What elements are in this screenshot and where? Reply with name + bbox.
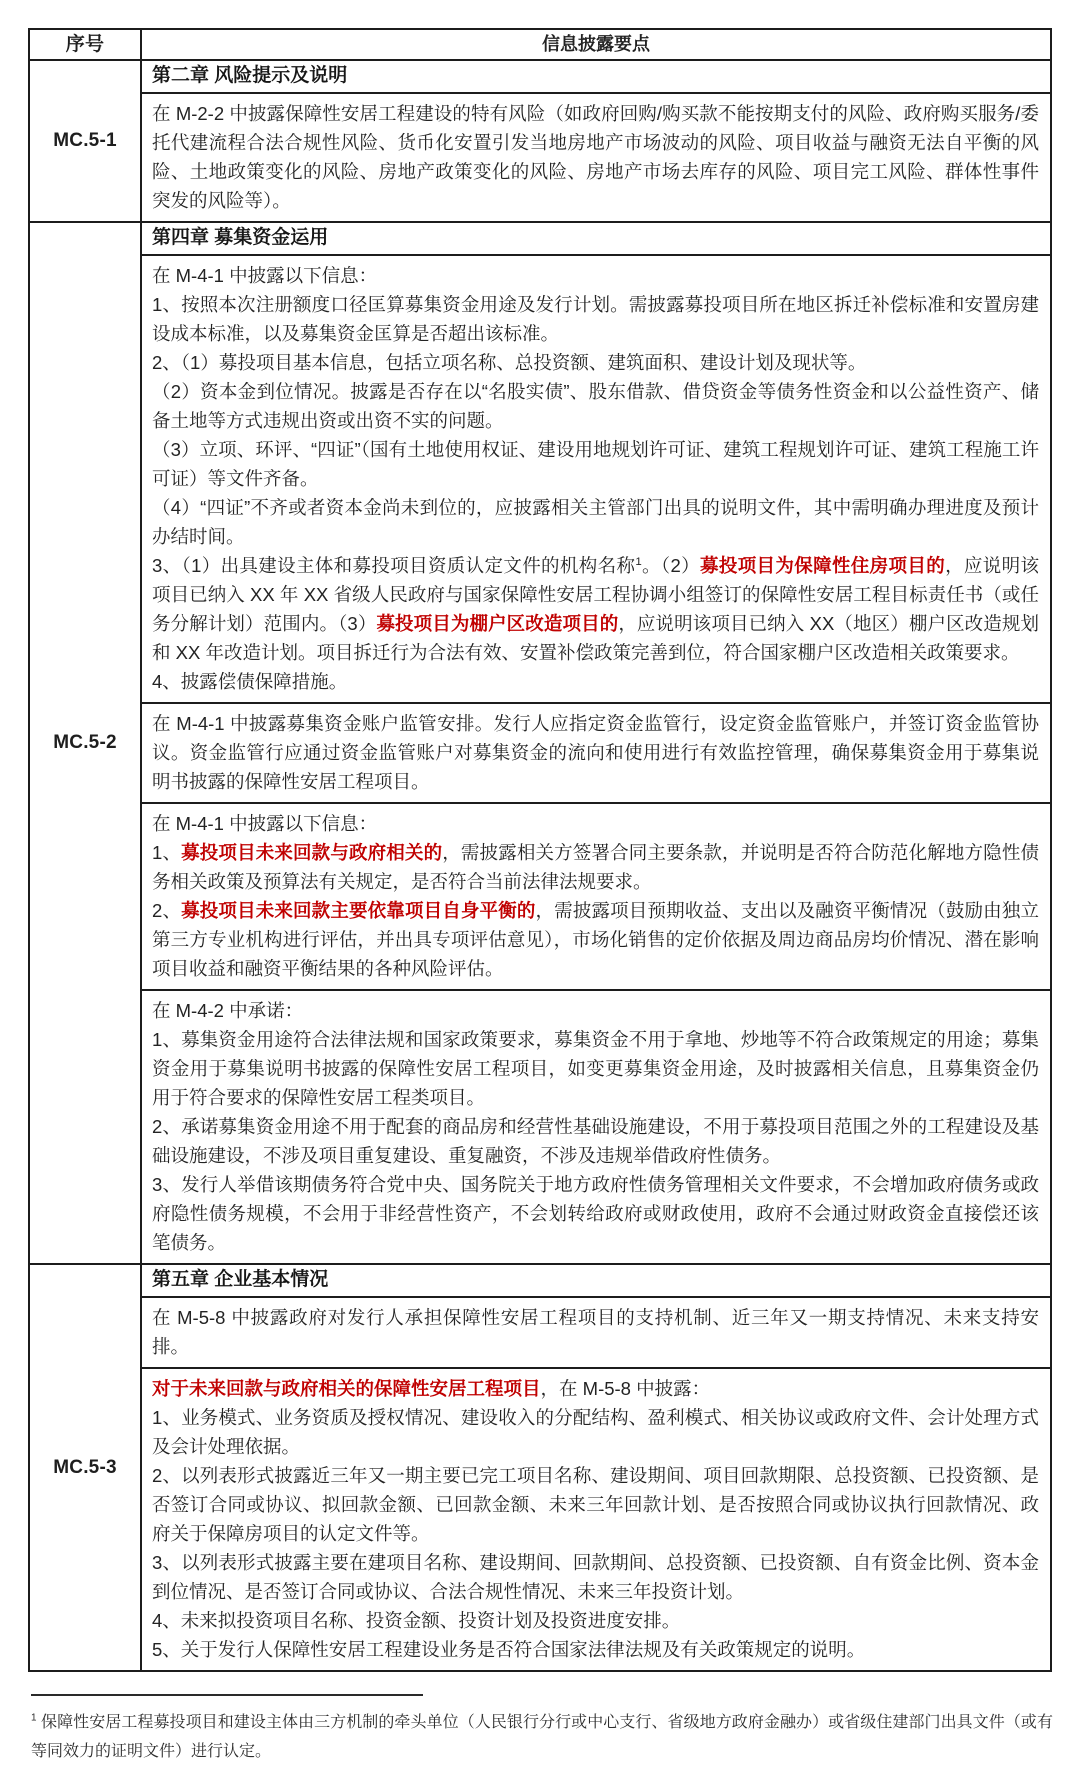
- disclosure-cell-m2-2: [142, 92, 1050, 221]
- text-segment: 在 M-4-1 中披露募集资金账户监管安排。发行人应指定资金监管行，设定资金监管账户，并签订资金监管协议。资金监管行应通过资金监管账户对募集资金的流向和使用进行有效监控管理，确保募集资金用于募集说明书披露的保障性安居工程项目。: [152, 713, 1039, 792]
- paragraph: [152, 1170, 1039, 1257]
- text-segment: 2、承诺募集资金用途不用于配套的商品房和经营性基础设施建设，不用于募投项目范围之外的工程建设及基础设施建设，不涉及项目重复建设、重复融资，不涉及违规举借政府性债务。: [152, 1116, 1039, 1166]
- text-segment: 2、以列表形式披露近三年又一期主要已完工项目名称、建设期间、项目回款期限、总投资额、已投资额、是否签订合同或协议、拟回款金额、已回款金额、未来三年回款计划、是否按照合同或协议执行回款情况、政府关于保障房项目的认定文件等。: [152, 1465, 1039, 1544]
- paragraph: [152, 261, 1039, 290]
- paragraph: [152, 709, 1039, 796]
- text-segment: 在 M-4-1 中披露以下信息：: [152, 265, 378, 286]
- table-header-row: [30, 30, 1050, 59]
- disclosure-table: [28, 28, 1052, 1672]
- row-id-mc5-3: MC.5-3: [30, 1265, 142, 1670]
- text-segment: 第二章 风险提示及说明: [152, 65, 348, 86]
- paragraph: [152, 1268, 1040, 1292]
- text-segment: 4、披露偿债保障措施。: [152, 671, 348, 692]
- text-segment: （3）立项、环评、“四证”（国有土地使用权证、建设用地规划许可证、建筑工程规划许可证、建筑工程施工许可证）等文件齐备。: [152, 439, 1039, 489]
- paragraph: [152, 1548, 1039, 1606]
- disclosure-cell-m4-1-supervision: [142, 702, 1050, 802]
- table-row-mc5-1: [30, 59, 1050, 221]
- table-row-mc5-2: [30, 221, 1050, 1263]
- text-segment: 3、以列表形式披露主要在建项目名称、建设期间、回款期间、总投资额、已投资额、自有资金比例、资本金到位情况、是否签订合同或协议、合法合规性情况、未来三年投资计划。: [152, 1552, 1039, 1602]
- disclosure-cell-m5-8-support: [142, 1296, 1050, 1367]
- red-emphasis: 募投项目未来回款主要依靠项目自身平衡的: [181, 900, 536, 921]
- footnote-divider: [31, 1694, 423, 1696]
- text-segment: 在 M-4-1 中披露以下信息：: [152, 813, 378, 834]
- text-segment: 5、关于发行人保障性安居工程建设业务是否符合国家法律法规及有关政策规定的说明。: [152, 1639, 866, 1660]
- disclosure-cell-m4-1-info: [142, 254, 1050, 702]
- paragraph: [152, 1025, 1039, 1112]
- paragraph: [152, 1606, 1039, 1635]
- paragraph: [152, 493, 1039, 551]
- text-segment: 第五章 企业基本情况: [152, 1269, 329, 1290]
- footnote-text: [31, 1708, 1053, 1766]
- text-segment: 第四章 募集资金运用: [152, 227, 329, 248]
- red-emphasis: 募投项目为棚户区改造项目的: [376, 613, 619, 634]
- text-segment: 4、未来拟投资项目名称、投资金额、投资计划及投资进度安排。: [152, 1610, 681, 1631]
- paragraph: [152, 838, 1039, 896]
- paragraph: [152, 1374, 1039, 1403]
- paragraph: [152, 1403, 1039, 1461]
- text-segment: 1、募集资金用途符合法律法规和国家政策要求，募集资金不用于拿地、炒地等不符合政策规定的用途；募集资金用于募集说明书披露的保障性安居工程项目，如变更募集资金用途，及时披露相关信息，且募集资金仍用于符合要求的保障性安居工程类项目。: [152, 1029, 1039, 1108]
- paragraph: [152, 290, 1039, 348]
- text-segment: ，在 M-5-8 中披露：: [540, 1378, 711, 1399]
- chapter-heading-ch2: [142, 61, 1050, 92]
- disclosure-cell-m5-8-projects: [142, 1367, 1050, 1670]
- paragraph: [152, 1112, 1039, 1170]
- superscript-marker: 1: [31, 1712, 37, 1724]
- paragraph: [31, 1708, 1053, 1766]
- row-content-mc5-2: [142, 223, 1050, 1263]
- paragraph: [152, 1303, 1039, 1361]
- text-segment: （2）资本金到位情况。披露是否存在以“名股实债”、股东借款、借贷资金等债务性资金和以公益性资产、储备土地等方式违规出资或出资不实的问题。: [152, 381, 1039, 431]
- disclosure-cell-m4-2-commitment: [142, 989, 1050, 1263]
- text-segment: 1、: [152, 842, 182, 863]
- chapter-heading-ch4: [142, 223, 1050, 254]
- paragraph: [152, 226, 1040, 250]
- paragraph: [152, 348, 1039, 377]
- row-id-mc5-1: MC.5-1: [30, 61, 142, 221]
- text-segment: 2、: [152, 900, 182, 921]
- chapter-heading-ch5: [142, 1265, 1050, 1296]
- text-segment: ，需披露相关方签署合同主要条款，并说明是否符合防范化解地方隐性债务相关政策及预算法有关规定，是否符合当前法律法规要求。: [152, 842, 1039, 892]
- row-id-mc5-2: MC.5-2: [30, 223, 142, 1263]
- paragraph: [152, 1635, 1039, 1664]
- text-segment: 3、发行人举借该期债务符合党中央、国务院关于地方政府性债务管理相关文件要求，不会增加政府债务或政府隐性债务规模，不会用于非经营性资产，不会划转给政府或财政使用，政府不会通过财政资金直接偿还该笔债务。: [152, 1174, 1039, 1253]
- text-segment: ，应说明该项目已纳入 XX 年 XX 省级人民政府与国家保障性安居工程协调小组签订的保障性安居工程目标责任书（或任务分解计划）范围内。（3）: [152, 555, 1039, 634]
- paragraph: [152, 377, 1039, 435]
- paragraph: [152, 1461, 1039, 1548]
- disclosure-cell-m4-1-repayment: [142, 802, 1050, 989]
- paragraph: [152, 551, 1039, 667]
- paragraph: [152, 996, 1039, 1025]
- text-segment: 在 M-4-2 中承诺：: [152, 1000, 304, 1021]
- text-segment: 保障性安居工程募投项目和建设主体由三方机制的牵头单位（人民银行分行或中心支行、省级地方政府金融办）或省级住建部门出具文件（或有等同效力的证明文件）进行认定。: [31, 1714, 1053, 1760]
- text-segment: （4）“四证”不齐或者资本金尚未到位的，应披露相关主管部门出具的说明文件，其中需明确办理进度及预计办结时间。: [152, 497, 1039, 547]
- table-row-mc5-3: [30, 1263, 1050, 1670]
- text-segment: 2、（1）募投项目基本信息，包括立项名称、总投资额、建筑面积、建设计划及现状等。: [152, 352, 867, 373]
- text-segment: ，需披露项目预期收益、支出以及融资平衡情况（鼓励由独立第三方专业机构进行评估，并出具专项评估意见），市场化销售的定价依据及周边商品房均价情况、潜在影响项目收益和融资平衡结果的各种风险评估。: [152, 900, 1039, 979]
- paragraph: [152, 99, 1039, 215]
- red-emphasis: 募投项目未来回款与政府相关的: [181, 842, 443, 863]
- column-header-disclosure-points: 信息披露要点: [542, 34, 650, 54]
- footnote: [28, 1694, 1052, 1766]
- text-segment: 3、（1）出具建设主体和募投项目资质认定文件的机构名称: [152, 555, 636, 576]
- paragraph: [152, 64, 1040, 88]
- text-segment: 。（2）: [641, 555, 700, 576]
- paragraph: [152, 435, 1039, 493]
- row-content-mc5-3: [142, 1265, 1050, 1670]
- text-segment: 1、业务模式、业务资质及授权情况、建设收入的分配结构、盈利模式、相关协议或政府文件、会计处理方式及会计处理依据。: [152, 1407, 1039, 1457]
- text-segment: 在 M-5-8 中披露政府对发行人承担保障性安居工程项目的支持机制、近三年又一期支持情况、未来支持安排。: [152, 1307, 1039, 1357]
- paragraph: [152, 809, 1039, 838]
- text-segment: ，应说明该项目已纳入 XX（地区）棚户区改造规划和 XX 年改造计划。项目拆迁行为合法有效、安置补偿政策完善到位，符合国家棚户区改造相关政策要求。: [152, 613, 1039, 663]
- row-content-mc5-1: [142, 61, 1050, 221]
- paragraph: [152, 896, 1039, 983]
- text-segment: 1、按照本次注册额度口径匡算募集资金用途及发行计划。需披露募投项目所在地区拆迁补偿标准和安置房建设成本标准，以及募集资金匡算是否超出该标准。: [152, 294, 1039, 344]
- column-header-seq: 序号: [30, 30, 142, 59]
- red-emphasis: 募投项目为保障性住房项目的: [700, 555, 946, 576]
- paragraph: [152, 667, 1039, 696]
- red-emphasis: 对于未来回款与政府相关的保障性安居工程项目: [152, 1378, 541, 1399]
- superscript-marker: 1: [635, 555, 642, 568]
- text-segment: 在 M-2-2 中披露保障性安居工程建设的特有风险（如政府回购/购买款不能按期支付的风险、政府购买服务/委托代建流程合法合规性风险、货币化安置引发当地房地产市场波动的风险、项目收益与融资无法自平衡的风险、土地政策变化的风险、房地产政策变化的风险、房地产市场去库存的风险、项目完工风险、群体性事件突发的风险等）。: [152, 103, 1039, 211]
